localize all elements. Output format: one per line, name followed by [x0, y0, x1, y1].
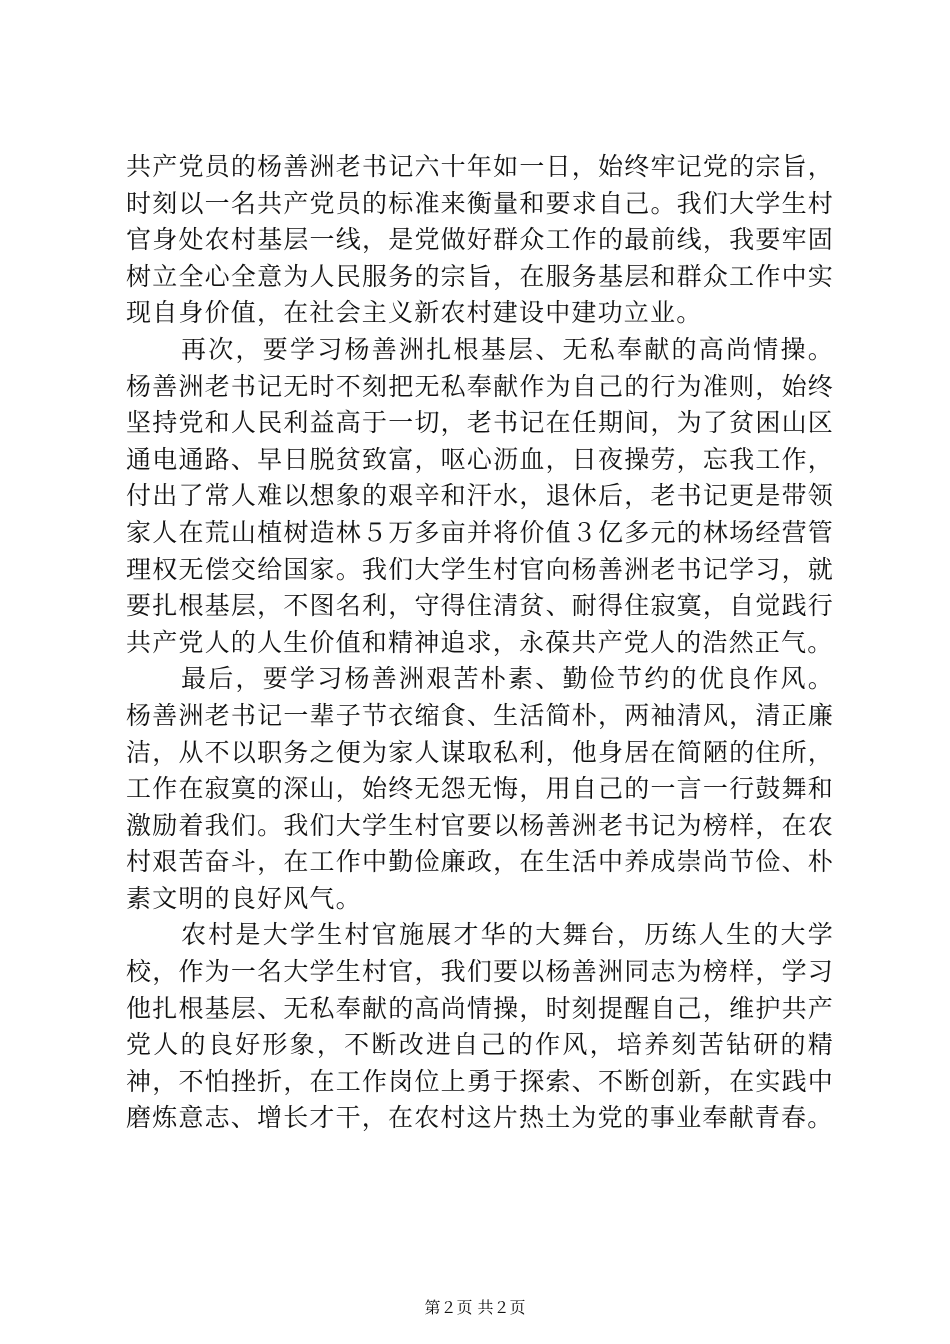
paragraph: 共产党员的杨善洲老书记六十年如一日，始终牢记党的宗旨，时刻以一名共产党员的标准来衡量和要求自己。我们大学生村官身处农村基层一线，是党做好群众工作的最前线，我要牢固树立全心全意为人民服务的宗旨，在服务基层和群众工作中实现自身价值，在社会主义新农村建设中建功立业。: [126, 152, 834, 328]
paragraph: 再次，要学习杨善洲扎根基层、无私奉献的高尚情操。杨善洲老书记无时不刻把无私奉献作为自己的行为准则，始终坚持党和人民利益高于一切，老书记在任期间，为了贫困山区通电通路、早日脱贫致富，呕心沥血，日夜操劳，忘我工作，付出了常人难以想象的艰辛和汗水，退休后，老书记更是带领家人在荒山植树造林５万多亩并将价值３亿多元的林场经营管理权无偿交给国家。我们大学生村官向杨善洲老书记学习，就要扎根基层，不图名利，守得住清贫、耐得住寂寞，自觉践行共产党人的人生价值和精神追求，永葆共产党人的浩然正气。: [126, 334, 834, 657]
document-body: [126, 149, 834, 1137]
page-number-footer: 第２页 共２页: [424, 1298, 526, 1317]
paragraph: 最后，要学习杨善洲艰苦朴素、勤俭节约的优良作风。杨善洲老书记一辈子节衣缩食、生活简朴，两袖清风，清正廉洁，从不以职务之便为家人谋取私利，他身居在简陋的住所，工作在寂寞的深山，始终无怨无悔，用自己的一言一行鼓舞和激励着我们。我们大学生村官要以杨善洲老书记为榜样，在农村艰苦奋斗，在工作中勤俭廉政，在生活中养成崇尚节俭、朴素文明的良好风气。: [126, 664, 834, 913]
paragraph: 农村是大学生村官施展才华的大舞台，历练人生的大学校，作为一名大学生村官，我们要以杨善洲同志为榜样，学习他扎根基层、无私奉献的高尚情操，时刻提醒自己，维护共产党人的良好形象，不断改进自己的作风，培养刻苦钻研的精神，不怕挫折，在工作岗位上勇于探索、不断创新，在实践中磨炼意志、增长才干，在农村这片热土为党的事业奉献青春。: [126, 920, 834, 1133]
